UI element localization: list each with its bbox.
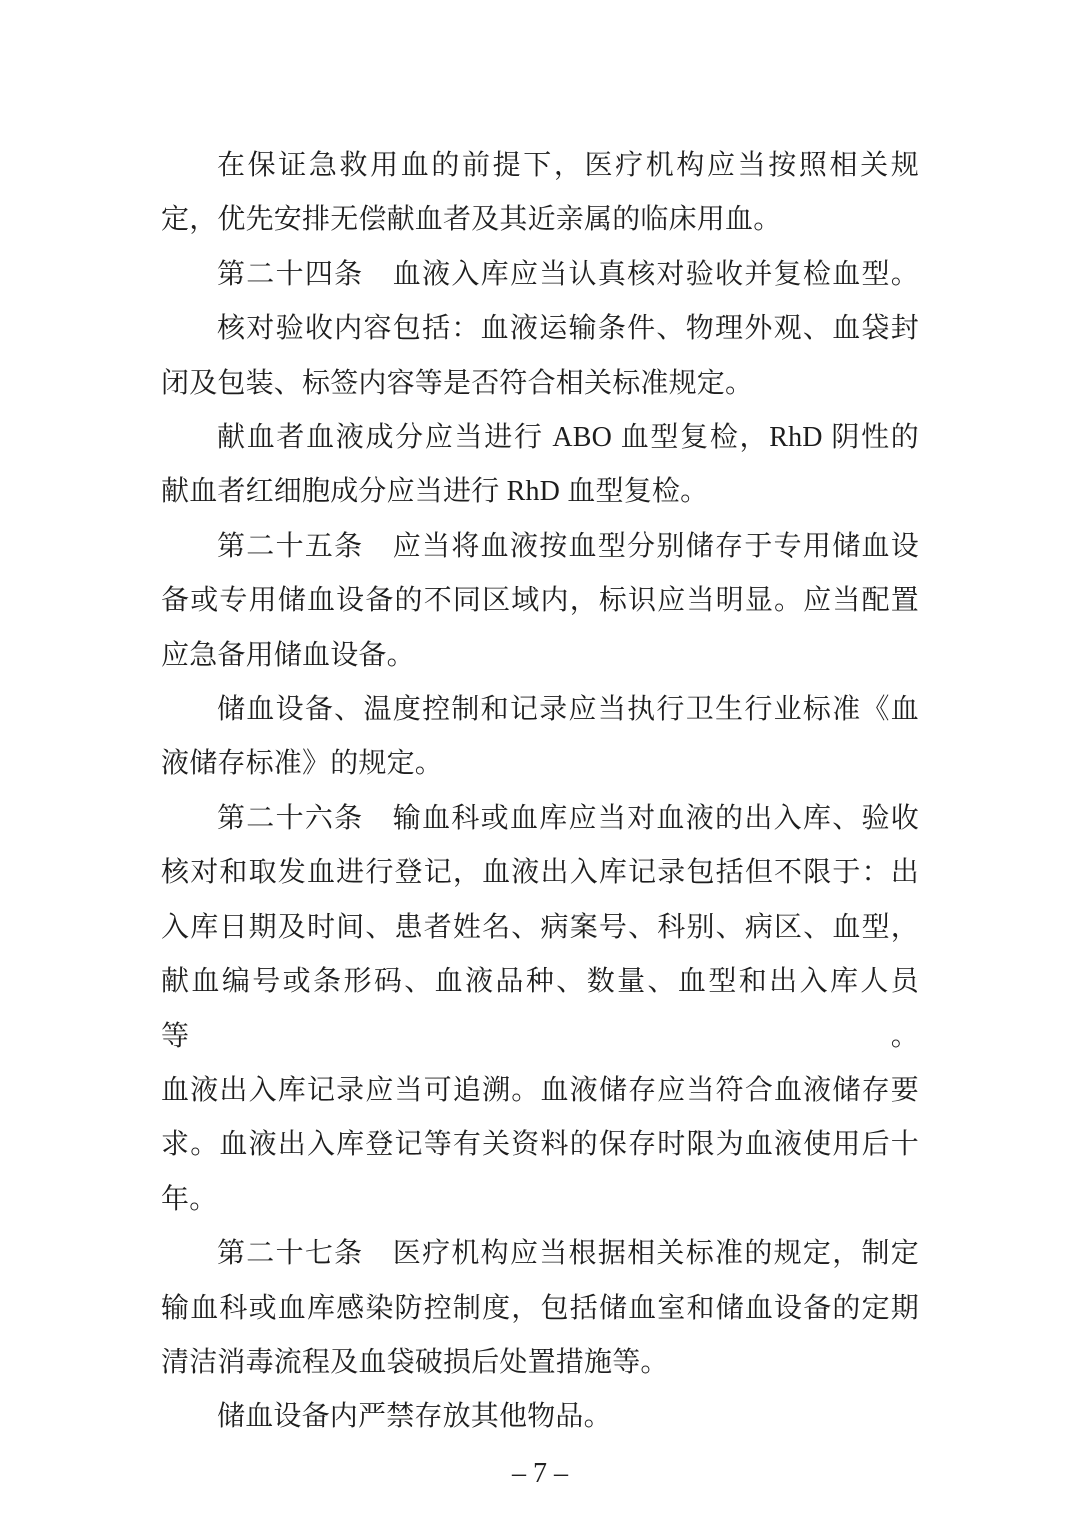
text-line: 在保证急救用血的前提下，医疗机构应当按照相关规: [217, 150, 919, 181]
text-line: 第二十五条 应当将血液按血型分别储存于专用储血设: [217, 530, 919, 562]
text-line: 年。: [161, 1183, 218, 1215]
text-line: 定，优先安排无偿献血者及其近亲属的临床用血。: [161, 204, 782, 236]
text-line: 备或专用储血设备的不同区域内，标识应当明显。应当配置: [161, 585, 919, 617]
text-line: 第二十四条 血液入库应当认真核对验收并复检血型。: [217, 258, 919, 290]
text-line: 第二十七条 医疗机构应当根据相关标准的规定，制定: [217, 1238, 919, 1270]
text-line: 储血设备内严禁存放其他物品。: [217, 1401, 612, 1433]
page-number: – 7 –: [512, 1458, 568, 1489]
document-body: [161, 139, 919, 1445]
text-line: 核对验收内容包括：血液运输条件、物理外观、血袋封: [217, 313, 919, 345]
text-line: 血液出入库记录应当可追溯。血液储存应当符合血液储存要: [161, 1074, 919, 1106]
text-line: 入库日期及时间、患者姓名、病案号、科别、病区、血型，: [161, 911, 919, 943]
page-footer: [0, 1452, 1080, 1496]
text-line: 求。血液出入库登记等有关资料的保存时限为血液使用后十: [161, 1129, 919, 1161]
text-line: 输血科或血库感染防控制度，包括储血室和储血设备的定期: [161, 1292, 919, 1324]
text-line: 储血设备、温度控制和记录应当执行卫生行业标准《血: [217, 694, 919, 726]
text-line: 献血者红细胞成分应当进行 RhD 血型复检。: [161, 476, 709, 508]
text-line: 第二十六条 输血科或血库应当对血液的出入库、验收: [217, 802, 919, 834]
text-line: 闭及包装、标签内容等是否符合相关标准规定。: [161, 367, 754, 399]
text-line: 核对和取发血进行登记，血液出入库记录包括但不限于：出: [161, 857, 919, 889]
text-line: 献血编号或条形码、血液品种、数量、血型和出入库人员等。: [161, 966, 919, 1052]
text-line: 献血者血液成分应当进行 ABO 血型复检，RhD 阴性的: [217, 422, 919, 454]
text-line: 液储存标准》的规定。: [161, 748, 444, 780]
text-line: 清洁消毒流程及血袋破损后处置措施等。: [161, 1346, 669, 1378]
text-line: 应急备用储血设备。: [161, 639, 415, 671]
